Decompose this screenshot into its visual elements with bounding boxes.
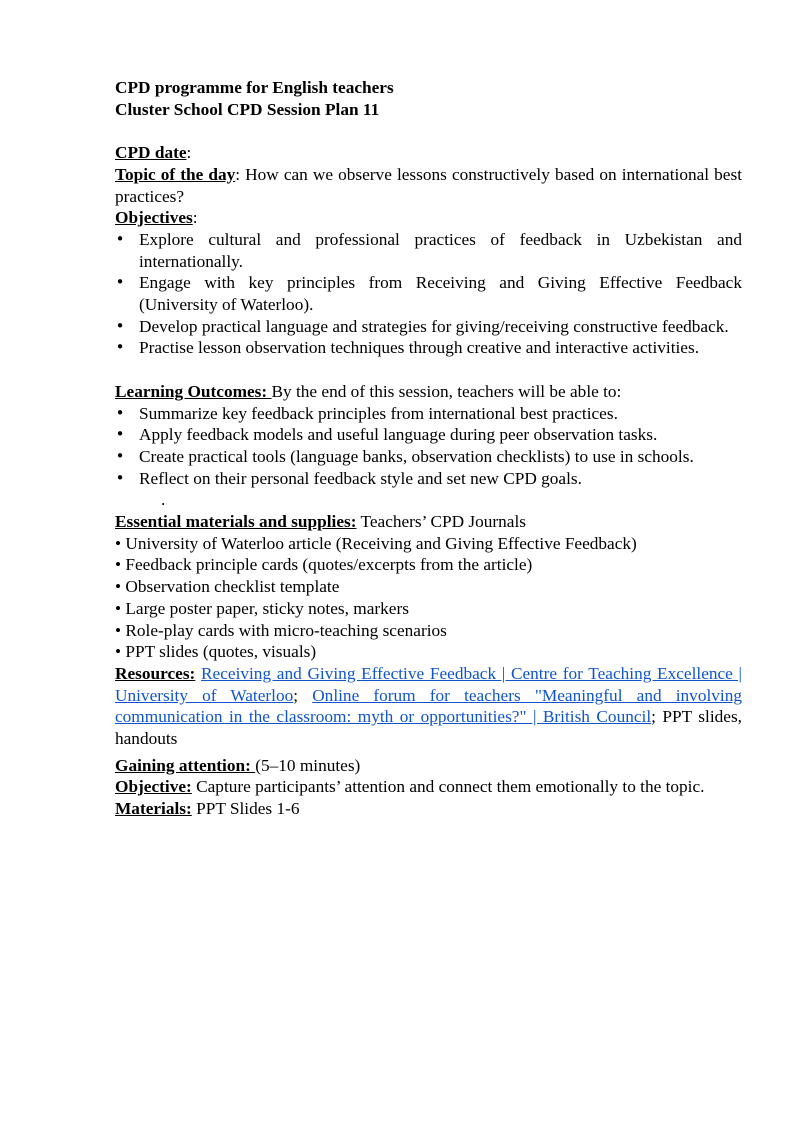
objectives-list: [115, 229, 742, 359]
objective-text: Capture participants’ attention and connect them emotionally to the topic.: [191, 777, 705, 797]
materials-label: Materials:: [115, 799, 192, 819]
list-item: [115, 403, 742, 425]
bullet-icon: •: [115, 273, 125, 292]
material-item: • Observation checklist template: [115, 577, 340, 597]
resources-label: Resources:: [115, 663, 196, 683]
cpd-date-label: CPD date: [115, 143, 187, 163]
bullet-icon: •: [115, 425, 125, 444]
bullet-icon: •: [115, 316, 125, 335]
resources-tail: ; PPT slides, handouts: [115, 707, 742, 749]
resources-paragraph: [115, 663, 742, 750]
objective-text: Explore cultural and professional practices of feedback in Uzbekistan and internationally.: [139, 229, 742, 271]
spacer: [115, 359, 742, 381]
waterloo-link[interactable]: Receiving and Giving Effective Feedback | Centre for Teaching Excellence | University of Waterloo: [115, 663, 743, 705]
list-item: [115, 272, 742, 315]
objective-text: Develop practical language and strategies for giving/receiving constructive feedback.: [139, 316, 729, 336]
objective-line: [115, 776, 742, 798]
list-item: [115, 316, 742, 338]
objectives-heading: [115, 207, 742, 229]
materials-label: Essential materials and supplies:: [115, 512, 357, 532]
material-item: • Role-play cards with micro-teaching scenarios: [115, 620, 447, 640]
gaining-attention-duration: (5–10 minutes): [255, 755, 361, 775]
doc-title: CPD programme for English teachers: [115, 78, 394, 97]
topic-label: Topic of the day: [115, 164, 236, 184]
bullet-icon: •: [115, 446, 125, 465]
bullet-icon: •: [115, 468, 125, 487]
topic-line: [115, 164, 742, 207]
materials-line: [115, 798, 742, 820]
british-council-link[interactable]: Online forum for teachers "Meaningful and involving communication in the classroom: myth or opportunities?" | British Council: [115, 685, 742, 727]
document-page: [115, 77, 742, 820]
outcome-text: Apply feedback models and useful language during peer observation tasks.: [139, 425, 658, 445]
gaining-attention-label: Gaining attention:: [115, 755, 256, 775]
objective-label: Objective:: [115, 777, 192, 797]
material-item: • University of Waterloo article (Receiving and Giving Effective Feedback): [115, 533, 637, 553]
cpd-date-line: [115, 142, 742, 164]
list-item: [115, 229, 742, 272]
material-item: • Feedback principle cards (quotes/excerpts from the article): [115, 555, 533, 575]
outcomes-label: Learning Outcomes:: [115, 381, 272, 401]
bullet-icon: •: [115, 338, 125, 357]
objective-text: Practise lesson observation techniques through creative and interactive activities.: [139, 338, 700, 358]
outcome-text: Create practical tools (language banks, observation checklists) to use in schools.: [139, 446, 694, 466]
cpd-date-sep: :: [186, 143, 192, 163]
objective-text: Engage with key principles from Receiving and Giving Effective Feedback (University of Waterloo).: [139, 273, 742, 315]
material-item: • PPT slides (quotes, visuals): [115, 642, 317, 662]
list-item: [115, 337, 742, 359]
gaining-attention-line: [115, 755, 742, 777]
doc-subtitle: Cluster School CPD Session Plan 11: [115, 99, 380, 119]
outcomes-heading: [115, 381, 742, 403]
bullet-icon: •: [115, 403, 125, 422]
list-item: [115, 424, 742, 446]
materials-intro: Teachers’ CPD Journals: [356, 512, 526, 532]
bullet-icon: •: [115, 229, 125, 248]
outcomes-intro: By the end of this session, teachers will be able to:: [271, 381, 622, 401]
materials-heading: [115, 511, 742, 533]
objectives-label: Objectives: [115, 208, 193, 228]
outcome-text: Reflect on their personal feedback style and set new CPD goals.: [139, 468, 582, 488]
stray-period: .: [161, 490, 166, 510]
outcomes-list: [115, 403, 742, 490]
list-item: [115, 468, 742, 490]
material-item: • Large poster paper, sticky notes, markers: [115, 598, 409, 618]
objectives-sep: :: [192, 208, 198, 228]
resources-sep: ;: [293, 685, 313, 705]
list-item: [115, 446, 742, 468]
materials-text: PPT Slides 1-6: [191, 799, 300, 819]
spacer: [115, 120, 742, 142]
outcome-text: Summarize key feedback principles from international best practices.: [139, 403, 618, 423]
topic-text: : How can we observe lessons constructively based on international best practices?: [115, 164, 743, 206]
